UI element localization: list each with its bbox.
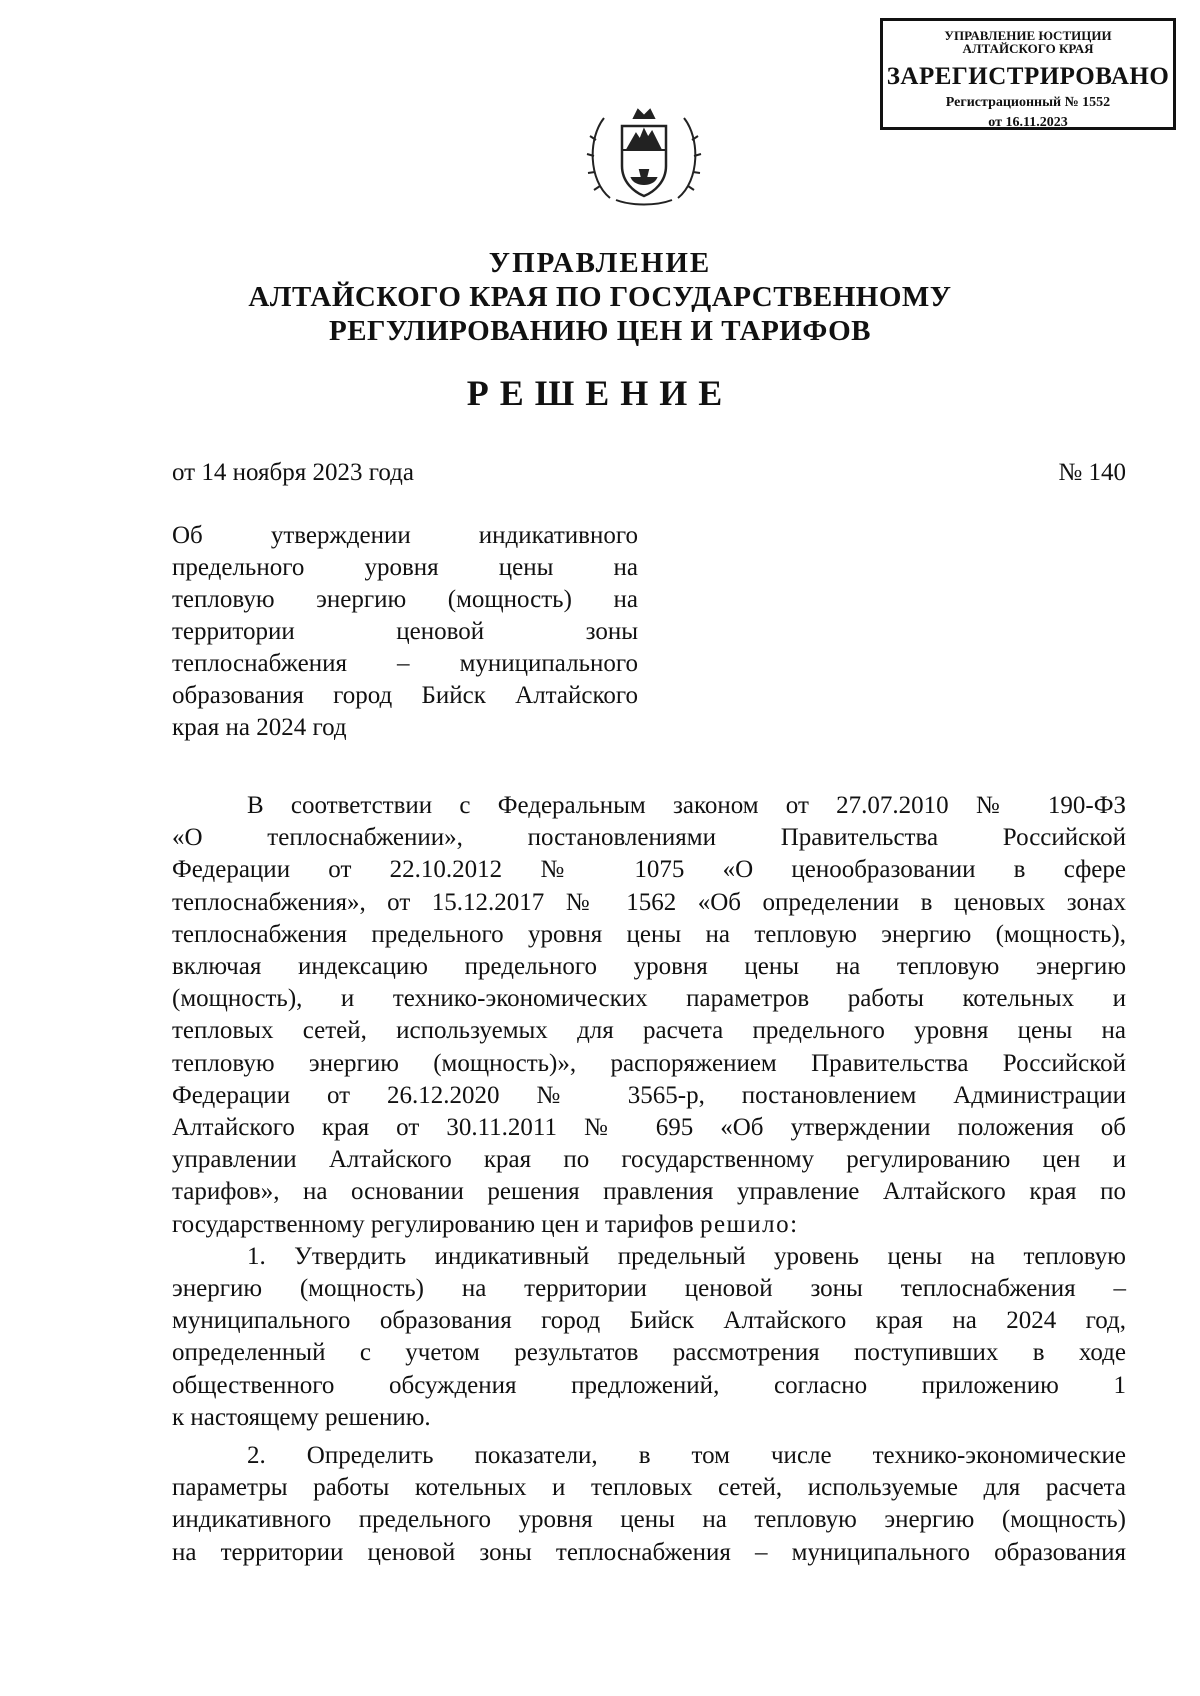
body-line: тарифов», на основании решения правления управление Алтайского края по <box>172 1178 1126 1206</box>
body-line: (мощность), и технико-экономических параметров работы котельных и <box>172 985 1126 1013</box>
body-line-final <box>172 1209 1126 1241</box>
subject-line: территории ценовой зоны <box>172 618 638 645</box>
body-line: параметры работы котельных и тепловых сетей, используемые для расчета <box>172 1474 1126 1502</box>
subject-line: тепловую энергию (мощность) на <box>172 586 638 613</box>
subject-line: предельного уровня цены на <box>172 554 638 581</box>
registration-stamp <box>880 18 1176 130</box>
document-number: № 140 <box>1058 459 1126 486</box>
preamble-last-text: государственному регулированию цен и тарифов <box>172 1210 694 1238</box>
body-line: определенный с учетом результатов рассмотрения поступивших в ходе <box>172 1339 1126 1367</box>
body-line: муниципального образования город Бийск Алтайского края на 2024 год, <box>172 1307 1126 1335</box>
body-line: управлении Алтайского края по государственному регулированию цен и <box>172 1146 1126 1174</box>
body-line: индикативного предельного уровня цены на тепловую энергию (мощность) <box>172 1506 1126 1534</box>
document-date: от 14 ноября 2023 года <box>172 459 414 486</box>
body-line: общественного обсуждения предложений, согласно приложению 1 <box>172 1371 1126 1399</box>
authority-heading <box>150 246 1050 348</box>
heading-line1: УПРАВЛЕНИЕ <box>488 247 712 279</box>
body-line: включая индексацию предельного уровня цены на тепловую энергию <box>172 953 1126 981</box>
stamp-reg-number: Регистрационный № 1552 <box>945 95 1111 110</box>
heading-line2: АЛТАЙСКОГО КРАЯ ПО ГОСУДАРСТВЕННОМУ <box>248 281 952 313</box>
body-line: 2. Определить показатели, в том числе технико-экономические <box>247 1442 1126 1470</box>
document-subject <box>172 520 638 744</box>
body-line: 1. Утвердить индикативный предельный уровень цены на тепловую <box>247 1242 1126 1270</box>
coat-of-arms-icon <box>582 100 706 212</box>
stamp-org-line1: УПРАВЛЕНИЕ ЮСТИЦИИ <box>944 28 1112 43</box>
stamp-registered: ЗАРЕГИСТРИРОВАНО <box>886 63 1170 90</box>
body-line: энергию (мощность) на территории ценовой зоны теплоснабжения – <box>172 1275 1126 1303</box>
decided-word: решило: <box>699 1210 799 1238</box>
stamp-reg-date: от 16.11.2023 <box>988 115 1068 130</box>
body-line: В соответствии с Федеральным законом от 27.07.2010 № 190-ФЗ <box>247 792 1126 819</box>
stamp-org-line2: АЛТАЙСКОГО КРАЯ <box>962 41 1094 56</box>
item-2-paragraph <box>172 1440 1126 1569</box>
body-line: Федерации от 22.10.2012 № 1075 «О ценообразовании в сфере <box>172 856 1126 884</box>
preamble-paragraph <box>172 790 1126 1241</box>
body-line: тепловую энергию (мощность)», распоряжением Правительства Российской <box>172 1049 1126 1077</box>
body-line: Алтайского края от 30.11.2011 № 695 «Об утверждении положения об <box>172 1114 1126 1142</box>
subject-line: края на 2024 год <box>172 714 347 741</box>
body-line: теплоснабжения», от 15.12.2017 № 1562 «Об определении в ценовых зонах <box>172 888 1126 916</box>
document-body <box>172 790 1126 1569</box>
document-type-title: РЕШЕНИЕ <box>466 373 734 413</box>
body-line: тепловых сетей, используемых для расчета предельного уровня цены на <box>172 1017 1126 1045</box>
heading-line3: РЕГУЛИРОВАНИЮ ЦЕН И ТАРИФОВ <box>329 315 871 347</box>
stamp-org <box>883 29 1173 55</box>
subject-line: образования город Бийск Алтайского <box>172 682 638 709</box>
body-line: теплоснабжения предельного уровня цены на тепловую энергию (мощность), <box>172 920 1126 948</box>
item-1-paragraph <box>172 1241 1126 1434</box>
subject-line: Об утверждении индикативного <box>172 522 638 549</box>
body-line: на территории ценовой зоны теплоснабжения – муниципального образования <box>172 1538 1126 1566</box>
subject-line: теплоснабжения – муниципального <box>172 650 638 677</box>
body-line: Федерации от 26.12.2020 № 3565-р, постановлением Администрации <box>172 1081 1126 1109</box>
body-line: «О теплоснабжении», постановлениями Правительства Российской <box>172 824 1126 852</box>
body-line: к настоящему решению. <box>172 1403 431 1431</box>
